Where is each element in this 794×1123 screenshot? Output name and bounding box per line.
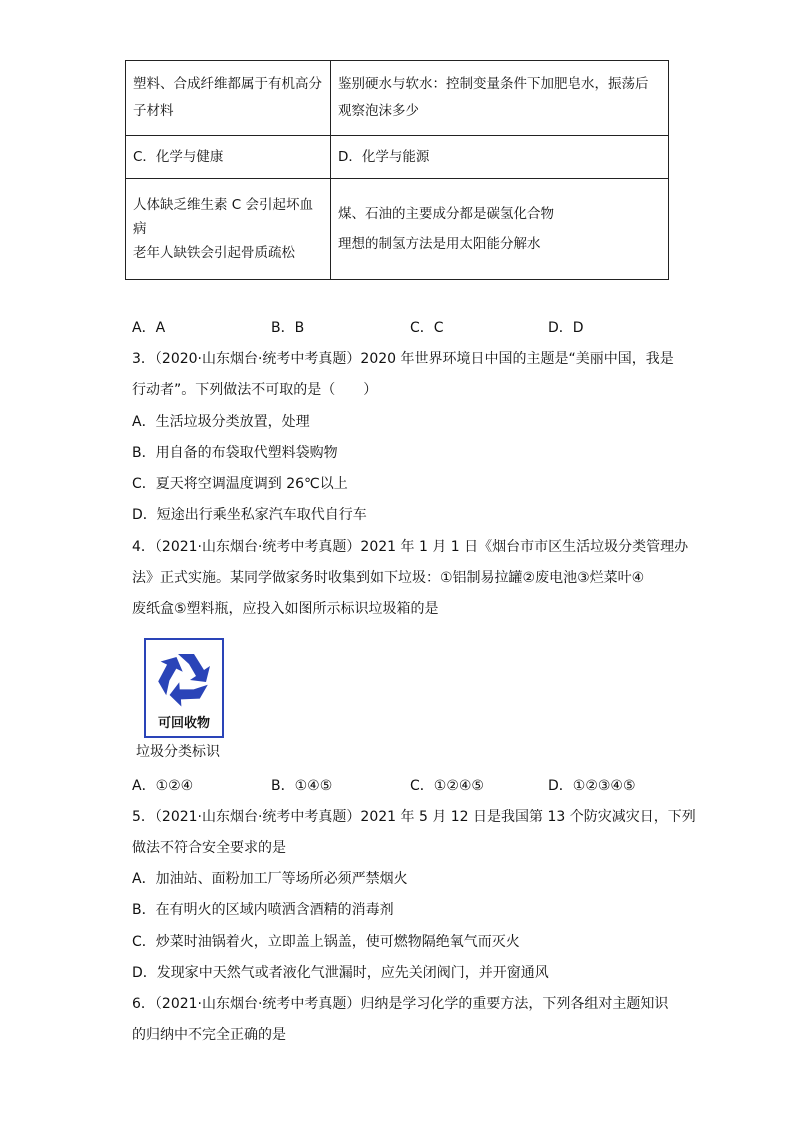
knowledge-table — [125, 60, 669, 280]
table-row — [126, 61, 669, 136]
option-a: A．生活垃圾分类放置，处理 — [132, 414, 310, 430]
table-cell: 塑料、合成纤维都属于有机高分子材料 — [126, 61, 331, 136]
table-row — [126, 136, 669, 179]
question-5-line: 做法不符合安全要求的是 — [132, 840, 286, 856]
table-row — [126, 179, 669, 280]
option-d: D．①②③④⑤ — [548, 778, 636, 794]
option-d: D．D — [548, 320, 584, 336]
question-6-line: 的归纳中不完全正确的是 — [132, 1027, 286, 1043]
question-6-line: 6．（2021·山东烟台·统考中考真题）归纳是学习化学的重要方法，下列各组对主题知识 — [132, 996, 669, 1012]
question-4-line: 废纸盒⑤塑料瓶，应投入如图所示标识垃圾箱的是 — [132, 601, 439, 617]
question-5-line: 5．（2021·山东烟台·统考中考真题）2021 年 5 月 12 日是我国第 13 个防灾减灾日，下列 — [132, 809, 696, 825]
cell-line: 理想的制氢方法是用太阳能分解水 — [338, 236, 541, 252]
table-cell — [126, 179, 331, 280]
option-d: D．短途出行乘坐私家汽车取代自行车 — [132, 507, 367, 523]
option-b: B．用自备的布袋取代塑料袋购物 — [132, 445, 338, 461]
question-3-line: 3．（2020·山东烟台·统考中考真题）2020 年世界环境日中国的主题是“美丽中国，我是 — [132, 351, 674, 367]
recycle-icon — [146, 640, 222, 712]
option-c: C．夏天将空调温度调到 26℃以上 — [132, 476, 348, 492]
option-b: B．①④⑤ — [271, 778, 333, 794]
sign-label: 可回收物 — [157, 716, 210, 731]
recycle-sign — [144, 638, 224, 738]
table-cell: 鉴别硬水与软水：控制变量条件下加肥皂水，振荡后观察泡沫多少 — [331, 61, 669, 136]
table-cell — [331, 179, 669, 280]
option-a: A．加油站、面粉加工厂等场所必须严禁烟火 — [132, 871, 408, 887]
option-c: C．炒菜时油锅着火，立即盖上锅盖，使可燃物隔绝氧气而灭火 — [132, 934, 520, 950]
question-4-line: 4．（2021·山东烟台·统考中考真题）2021 年 1 月 1 日《烟台市市区生活垃圾分类管理办 — [132, 539, 689, 555]
table-cell-header: C．化学与健康 — [126, 136, 331, 179]
figure-caption: 垃圾分类标识 — [136, 744, 220, 760]
option-b: B．B — [271, 320, 305, 336]
cell-line: 煤、石油的主要成分都是碳氢化合物 — [338, 206, 554, 222]
option-a: A．①②④ — [132, 778, 194, 794]
option-c: C．①②④⑤ — [410, 778, 484, 794]
option-d: D．发现家中天然气或者液化气泄漏时，应先关闭阀门，并开窗通风 — [132, 965, 549, 981]
cell-line: 人体缺乏维生素 C 会引起坏血病 — [133, 197, 314, 237]
table-cell-header: D．化学与能源 — [331, 136, 669, 179]
question-4-line: 法》正式实施。某同学做家务时收集到如下垃圾：①铝制易拉罐②废电池③烂菜叶④ — [132, 570, 645, 586]
option-c: C．C — [410, 320, 444, 336]
option-b: B．在有明火的区域内喷洒含酒精的消毒剂 — [132, 902, 394, 918]
question-3-line: 行动者”。下列做法不可取的是（ ） — [132, 382, 378, 398]
option-a: A．A — [132, 320, 166, 336]
cell-line: 老年人缺铁会引起骨质疏松 — [133, 245, 295, 261]
